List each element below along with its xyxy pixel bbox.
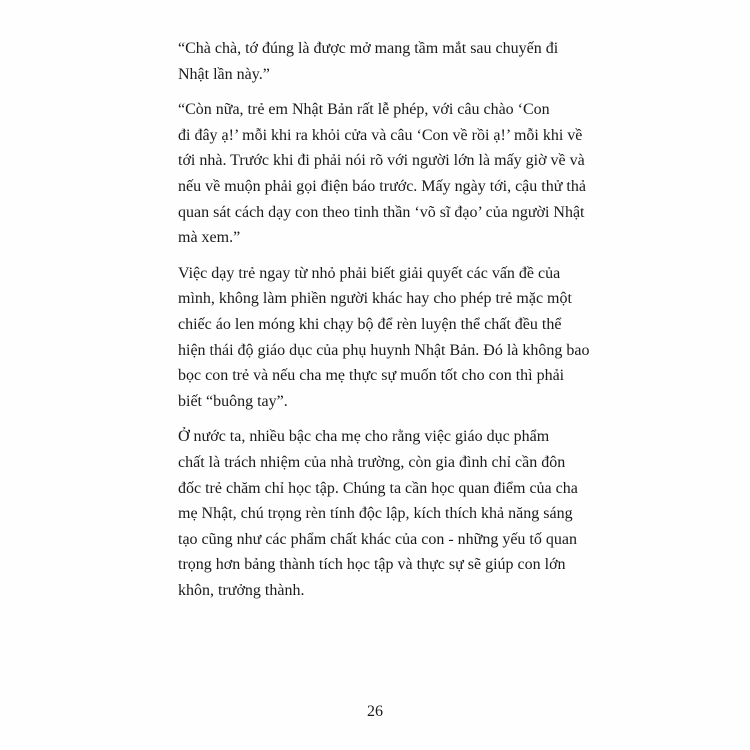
text-line: “Chà chà, tớ đúng là được mở mang tầm mắt sau chuyến đi bbox=[178, 40, 559, 57]
text-line: Nhật lần này.” bbox=[178, 65, 270, 83]
body-text bbox=[178, 36, 612, 613]
text-line: Việc dạy trẻ ngay từ nhỏ phải biết giải quyết các vấn đề của bbox=[178, 264, 561, 282]
text-line: chiếc áo len móng khi chạy bộ để rèn luyện thể chất đều thể bbox=[178, 315, 562, 333]
paragraph-3 bbox=[178, 261, 612, 415]
paragraph-4 bbox=[178, 424, 612, 603]
text-line: chất là trách nhiệm của nhà trường, còn gia đình chỉ cần đôn bbox=[178, 453, 566, 471]
text-line: trọng hơn bảng thành tích học tập và thực sự sẽ giúp con lớn bbox=[178, 556, 566, 574]
text-line: hiện thái độ giáo dục của phụ huynh Nhật Bản. Đó là không bao bbox=[178, 341, 590, 359]
paragraph-1 bbox=[178, 36, 612, 87]
text-line: “Còn nữa, trẻ em Nhật Bản rất lễ phép, với câu chào ‘Con bbox=[178, 101, 550, 119]
text-line: đi đây ạ!’ mỗi khi ra khỏi cửa và câu ‘Con về rồi ạ!’ mỗi khi về bbox=[178, 126, 583, 144]
text-line: khôn, trưởng thành. bbox=[178, 581, 305, 599]
text-line: biết “buông tay”. bbox=[178, 392, 288, 410]
text-line: mẹ Nhật, chú trọng rèn tính độc lập, kích thích khả năng sáng bbox=[178, 505, 573, 523]
text-line: quan sát cách dạy con theo tinh thần ‘võ sĩ đạo’ của người Nhật bbox=[178, 203, 585, 221]
text-line: đốc trẻ chăm chỉ học tập. Chúng ta cần học quan điểm của cha bbox=[178, 479, 578, 497]
paragraph-2 bbox=[178, 97, 612, 251]
text-line: mình, không làm phiền người khác hay cho phép trẻ mặc một bbox=[178, 290, 572, 308]
page-number: 26 bbox=[367, 703, 383, 720]
text-line: Ở nước ta, nhiều bậc cha mẹ cho rằng việc giáo dục phẩm bbox=[178, 428, 550, 446]
text-line: tạo cũng như các phẩm chất khác của con - những yếu tố quan bbox=[178, 530, 577, 548]
text-line: bọc con trẻ và nếu cha mẹ thực sự muốn tốt cho con thì phải bbox=[178, 367, 565, 385]
text-line: tới nhà. Trước khi đi phải nói rõ với người lớn là mấy giờ về và bbox=[178, 152, 585, 170]
text-line: mà xem.” bbox=[178, 229, 241, 247]
text-line: nếu về muộn phải gọi điện báo trước. Mấy ngày tới, cậu thử thả bbox=[178, 177, 586, 195]
